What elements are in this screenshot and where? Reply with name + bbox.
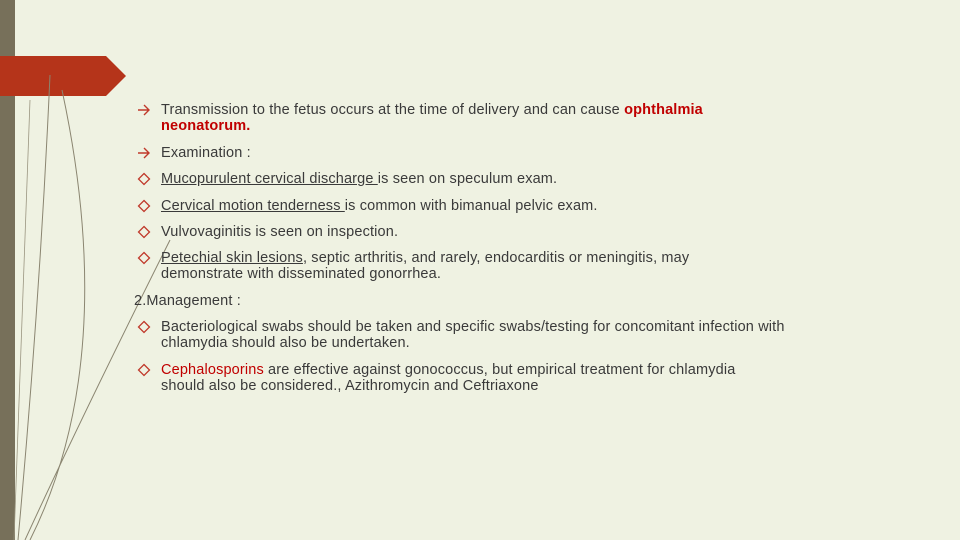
discharge-rest: is seen on speculum exam. [377, 171, 558, 187]
arrow-right-icon [137, 146, 151, 160]
diamond-icon [137, 251, 151, 265]
diamond-icon [137, 320, 151, 334]
diamond-icon [137, 199, 151, 213]
bullet-discharge [161, 171, 557, 187]
tenderness-rest: is common with bimanual pelvic exam. [344, 198, 598, 214]
swabs-line1: Bacteriological swabs should be taken and specific swabs/testing for concomitant infection with [161, 319, 785, 335]
examination-text: Examination : [161, 145, 251, 161]
bullet-petechial [161, 250, 689, 282]
swabs-line2: chlamydia should also be undertaken. [161, 335, 410, 351]
bullet-examination [161, 145, 251, 161]
bullet-swabs [161, 319, 785, 351]
bullet-transmission [161, 102, 703, 134]
arrow-right-icon [137, 103, 151, 117]
diamond-icon [137, 363, 151, 377]
cephalosporins-highlight: Cephalosporins [161, 362, 264, 378]
bullet-tenderness [161, 198, 598, 214]
diamond-icon [137, 225, 151, 239]
transmission-text: Transmission to the fetus occurs at the time of delivery and can cause [161, 102, 625, 118]
petechial-line2: demonstrate with disseminated gonorrhea. [161, 266, 442, 282]
cephalosporins-rest: are effective against gonococcus, but empirical treatment for chlamydia [263, 362, 736, 378]
cephalosporins-line2: should also be considered., Azithromycin and Ceftriaxone [161, 378, 539, 394]
ophthalmia-highlight: ophthalmia [624, 102, 703, 118]
tenderness-underlined: Cervical motion tenderness [161, 198, 345, 214]
diamond-icon [137, 172, 151, 186]
vulvovaginitis-text: Vulvovaginitis is seen on inspection. [161, 224, 399, 240]
petechial-rest: , septic arthritis, and rarely, endocarditis or meningitis, may [302, 250, 690, 266]
bullet-vulvovaginitis [161, 224, 398, 240]
petechial-underlined: Petechial skin lesions [161, 250, 303, 266]
neonatorum-highlight: neonatorum. [161, 118, 251, 134]
bullet-cephalosporins [161, 362, 735, 394]
discharge-underlined: Mucopurulent cervical discharge [161, 171, 378, 187]
management-heading: 2.Management : [134, 293, 241, 309]
